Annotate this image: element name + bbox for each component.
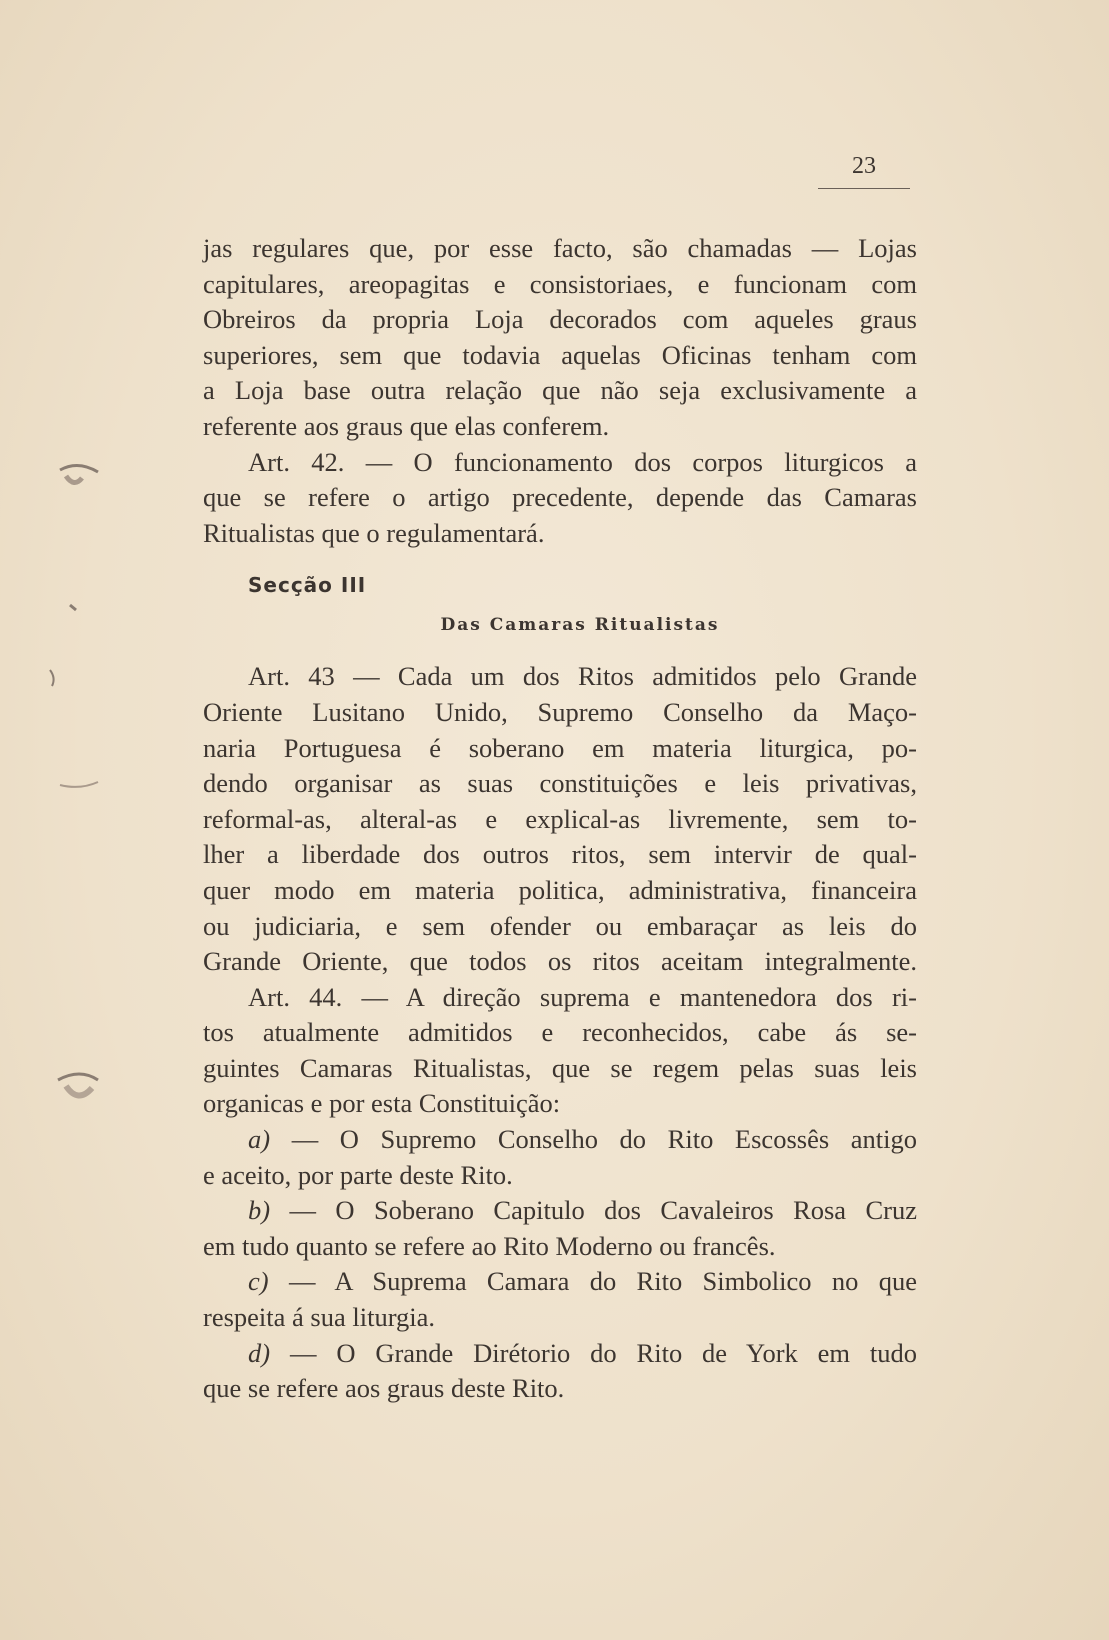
list-item-letter: d)	[248, 1337, 271, 1368]
text-line: Obreiros da propria Loja decorados com aqueles graus	[203, 304, 917, 335]
text-line: superiores, sem que todavia aquelas Oficinas tenham com	[203, 339, 917, 370]
text-line: Art. 42. — O funcionamento dos corpos liturgicos a	[248, 446, 917, 477]
text-line: dendo organisar as suas constituições e leis privativas,	[203, 768, 917, 799]
binding-mark	[66, 1086, 92, 1096]
article-42	[203, 445, 917, 552]
list-item-letter: c)	[248, 1266, 269, 1297]
binding-mark	[66, 476, 82, 483]
binding-mark	[60, 782, 98, 787]
list-item-continuation: que se refere aos graus deste Rito.	[203, 1373, 565, 1404]
text-line: guintes Camaras Ritualistas, que se regem pelas suas leis	[203, 1052, 917, 1083]
binding-mark	[70, 605, 76, 610]
chamber-list	[203, 1122, 917, 1407]
list-item	[203, 1264, 917, 1300]
list-item-letter: a)	[248, 1124, 271, 1155]
binding-mark	[58, 1074, 98, 1080]
text-line: Oriente Lusitano Unido, Supremo Conselho da Maço-	[203, 696, 917, 727]
text-line: lher a liberdade dos outros ritos, sem intervir de qual-	[203, 839, 917, 870]
page-number: 23	[818, 152, 910, 189]
text-line: Art. 43 — Cada um dos Ritos admitidos pelo Grande	[248, 661, 917, 692]
list-item	[203, 1193, 917, 1229]
list-item-continuation: respeita á sua liturgia.	[203, 1302, 436, 1333]
text-line: a Loja base outra relação que não seja exclusivamente a	[203, 375, 917, 406]
article-43	[203, 659, 917, 979]
article-44	[203, 980, 917, 1122]
binding-mark	[60, 465, 98, 472]
body-text	[203, 231, 917, 1407]
section-subtitle: Das Camaras Ritualistas	[440, 615, 720, 636]
text-line: Art. 44. — A direção suprema e mantenedora dos ri-	[248, 981, 917, 1012]
text-line: naria Portuguesa é soberano em materia liturgica, po-	[203, 732, 917, 763]
text-line: tos atualmente admitidos e reconhecidos, cabe ás se-	[203, 1017, 917, 1048]
list-item-letter: b)	[248, 1195, 271, 1226]
binding-marks	[40, 440, 110, 1160]
text-line: Grande Oriente, que todos os ritos aceitam integralmente.	[203, 946, 917, 977]
text-line: Ritualistas que o regulamentará.	[203, 517, 545, 548]
text-line: ou judiciaria, e sem ofender ou embaraçar as leis do	[203, 910, 917, 941]
text-line: capitulares, areopagitas e consistoriaes, e funcionam com	[203, 268, 917, 299]
text-line: que se refere o artigo precedente, depende das Camaras	[203, 482, 917, 513]
text-line: organicas e por esta Constituição:	[203, 1088, 561, 1119]
list-item	[203, 1336, 917, 1372]
binding-mark	[50, 670, 54, 686]
list-item	[203, 1122, 917, 1158]
text-line: reformal-as, alteral-as e explical-as livremente, sem to-	[203, 803, 917, 834]
list-item-text: — A Suprema Camara do Rito Simbolico no que	[268, 1266, 917, 1297]
list-item-text: — O Supremo Conselho do Rito Escossês antigo	[270, 1124, 917, 1155]
list-item-continuation: e aceito, por parte deste Rito.	[203, 1159, 513, 1190]
text-line: referente aos graus que elas conferem.	[203, 410, 610, 441]
text-line: quer modo em materia politica, administrativa, financeira	[203, 874, 917, 905]
list-item-text: — O Grande Dirétorio do Rito de York em tudo	[270, 1337, 917, 1368]
list-item-continuation: em tudo quanto se refere ao Rito Moderno ou francês.	[203, 1230, 776, 1261]
text-line: jas regulares que, por esse facto, são chamadas — Lojas	[203, 233, 917, 263]
paragraph-continuation	[203, 231, 917, 445]
list-item-text: — O Soberano Capitulo dos Cavaleiros Rosa Cruz	[270, 1195, 917, 1226]
section-title: Secção III	[248, 573, 367, 598]
